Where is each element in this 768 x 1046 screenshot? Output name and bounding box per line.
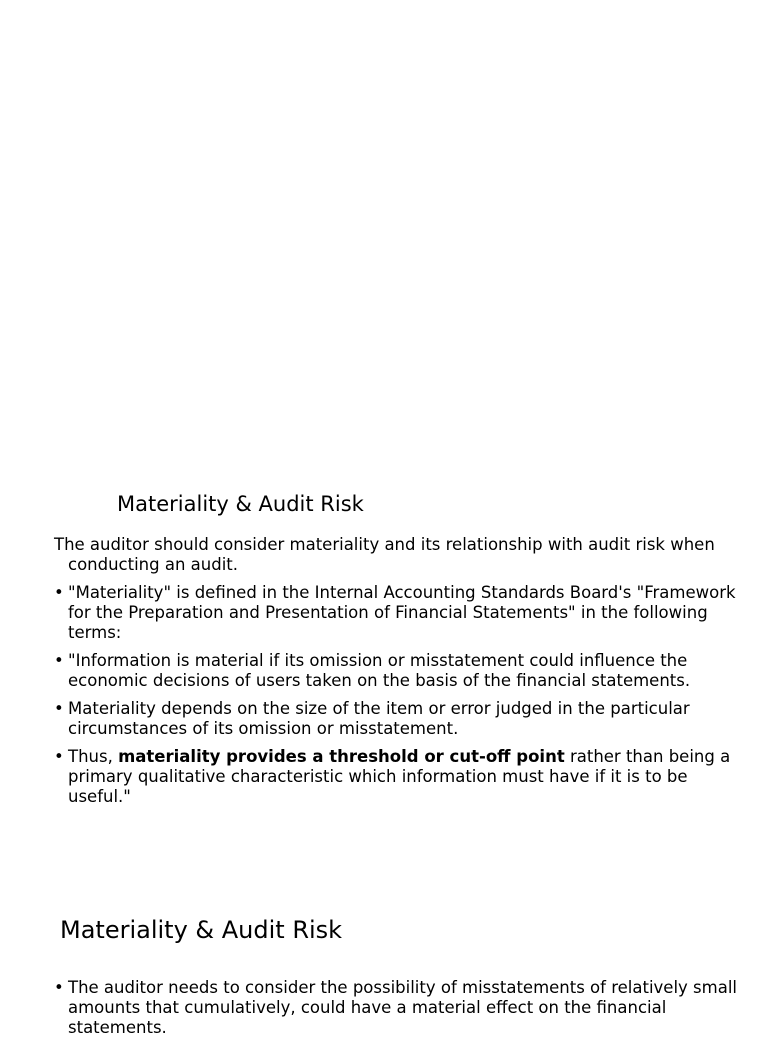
slide1-bullet-list	[54, 583, 754, 815]
bullet-text-prefix: Thus,	[68, 747, 119, 766]
bullet-item	[54, 583, 754, 643]
bullet-item	[54, 978, 754, 1038]
bullet-icon: •	[54, 699, 64, 718]
slide1-title: Materiality & Audit Risk	[117, 492, 364, 516]
bullet-text: The auditor needs to consider the possibility of misstatements of relatively small amounts that cumulatively, could have a material effect on the financial statements.	[68, 978, 737, 1037]
bullet-icon: •	[54, 583, 64, 602]
slide2-bullet-list	[54, 978, 754, 1046]
bullet-item	[54, 699, 754, 739]
bullet-item	[54, 747, 754, 807]
bullet-text-bold: materiality provides a threshold or cut-off point	[118, 747, 565, 766]
bullet-icon: •	[54, 978, 64, 997]
slide1-intro: The auditor should consider materiality and its relationship with audit risk when conducting an audit.	[54, 535, 715, 574]
bullet-text-suffix: rather than being a primary qualitative characteristic which information must have if it is to be useful."	[68, 747, 731, 806]
slide2-title: Materiality & Audit Risk	[60, 916, 343, 944]
bullet-text: Materiality depends on the size of the item or error judged in the particular circumstances of its omission or misstatement.	[68, 699, 690, 738]
bullet-text: "Materiality" is defined in the Internal Accounting Standards Board's "Framework for the Preparation and Presentation of Financial Statements" in the following terms:	[68, 583, 736, 642]
bullet-icon: •	[54, 747, 64, 766]
bullet-text: "Information is material if its omission or misstatement could influence the economic decisions of users taken on the basis of the financial statements.	[68, 651, 691, 690]
bullet-item	[54, 651, 754, 691]
bullet-icon: •	[54, 651, 64, 670]
